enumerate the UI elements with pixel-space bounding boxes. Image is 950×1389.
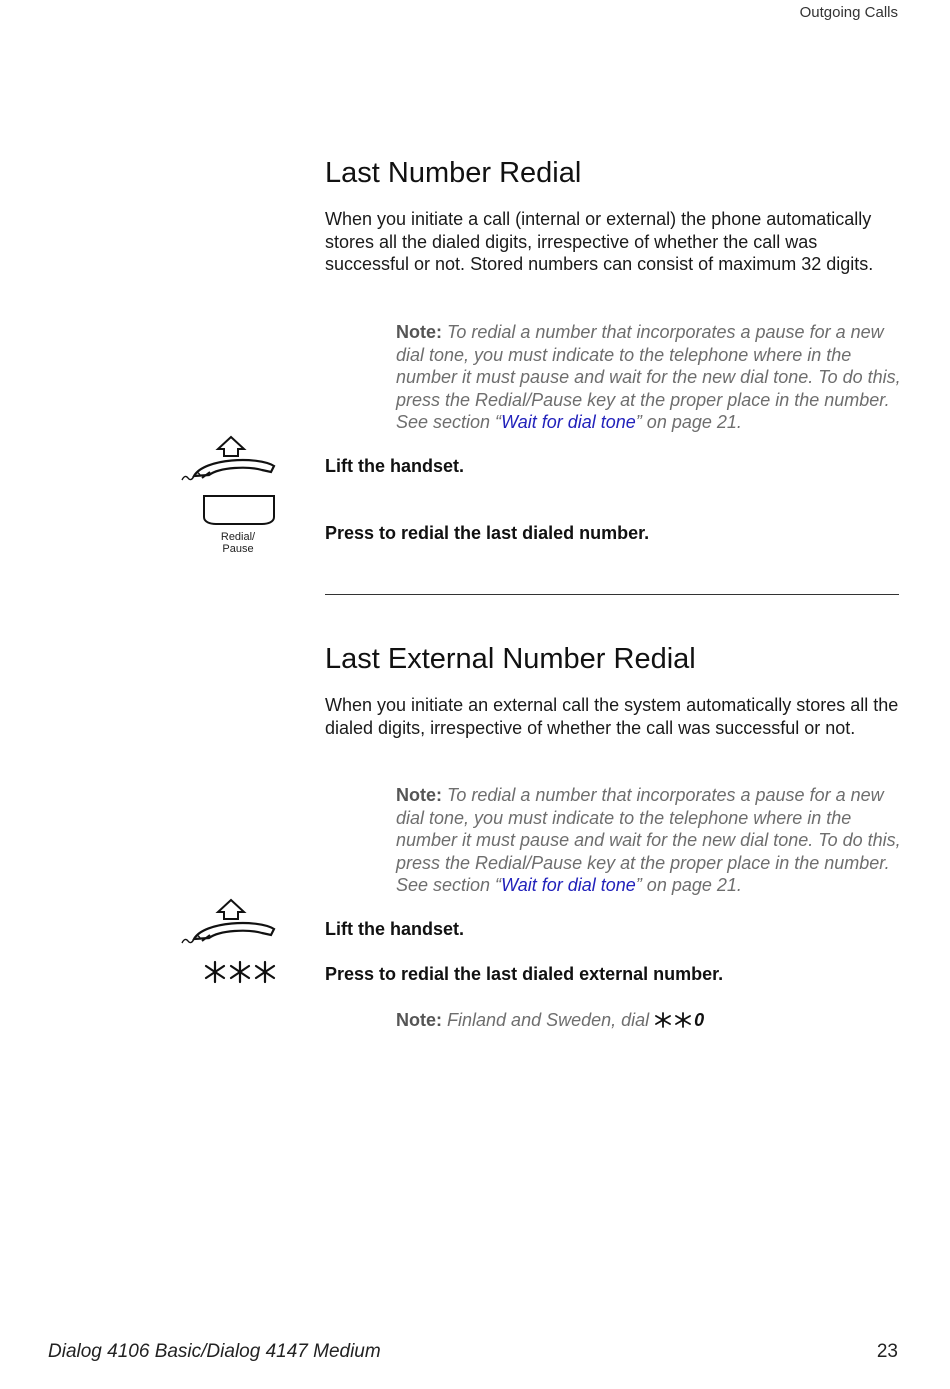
handset-lift-icon <box>178 434 278 484</box>
footer-product-title: Dialog 4106 Basic/Dialog 4147 Medium <box>48 1341 381 1362</box>
section2-body: When you initiate an external call the system automatically stores all the dialed digits, irrespective of whether the call was successful or not. <box>325 695 899 738</box>
digit-zero: 0 <box>694 1010 705 1030</box>
redial-key-label-line1: Redial/ <box>220 531 256 543</box>
wait-for-dial-tone-link[interactable]: Wait for dial tone <box>501 875 636 896</box>
note-text-end: ” on page 21. <box>635 412 742 433</box>
step-press-redial: Press to redial the last dialed number. <box>325 523 650 543</box>
note-text: To redial a number that incorporates a pause for a new dial tone, you must indicate to the telephone where in the number it must pause and wait for the new dial tone. To do this, press the Redial/Pause key at the proper place in the number. See section “ <box>396 322 901 433</box>
handset-lift-icon <box>178 897 278 947</box>
section2-note-finland-sweden <box>396 1009 816 1032</box>
section2-note <box>396 784 901 897</box>
section1-body: When you initiate a call (internal or external) the phone automatically stores all the dialed digits, irrespective of whether the call was successful or not. Stored numbers can consist of maximum 32 digits. <box>325 209 874 275</box>
running-header: Outgoing Calls <box>799 4 898 21</box>
redial-key-label-line2: Pause <box>222 543 254 555</box>
note-text-end: ” on page 21. <box>635 875 742 896</box>
section-divider <box>325 594 899 595</box>
star-key-icon <box>231 962 249 982</box>
redial-key-label <box>210 531 266 555</box>
note-text: To redial a number that incorporates a pause for a new dial tone, you must indicate to the telephone where in the number it must pause and wait for the new dial tone. To do this, press the Redial/Pause key at the proper place in the number. See section “ <box>396 785 901 896</box>
star-key-icon <box>654 1012 694 1028</box>
note-label: Note: <box>396 785 442 805</box>
note-label: Note: <box>396 1010 442 1030</box>
step-press-redial-external: Press to redial the last dialed external number. <box>325 964 724 984</box>
step-lift-handset-2: Lift the handset. <box>325 919 464 939</box>
star-key-icon <box>256 962 274 982</box>
redial-pause-key-icon[interactable] <box>202 493 276 527</box>
section-title-last-number-redial: Last Number Redial <box>325 157 582 189</box>
step-lift-handset: Lift the handset. <box>325 456 464 476</box>
wait-for-dial-tone-link[interactable]: Wait for dial tone <box>501 412 636 433</box>
section-title-last-external-number-redial: Last External Number Redial <box>325 643 696 675</box>
star-keys-icon[interactable] <box>204 960 276 984</box>
star-key-icon <box>206 962 224 982</box>
note-label: Note: <box>396 322 442 342</box>
section1-note <box>396 321 901 434</box>
page-number: 23 <box>876 1341 898 1362</box>
note-text: Finland and Sweden, dial <box>447 1010 650 1030</box>
